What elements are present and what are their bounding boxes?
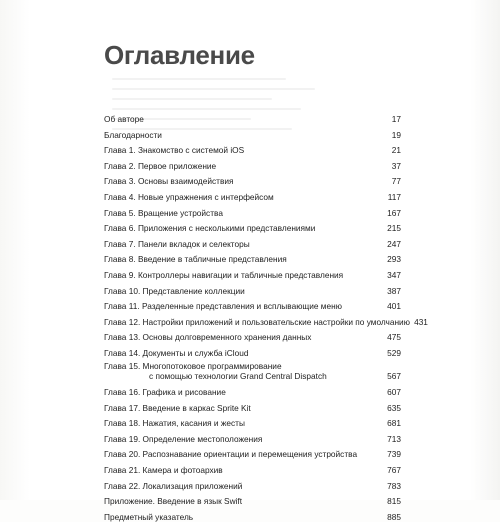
toc-entry-page-number: 567 bbox=[387, 371, 401, 382]
toc-entry-page-number: 215 bbox=[387, 223, 401, 234]
toc-entry-title bbox=[104, 301, 342, 312]
toc-entry bbox=[104, 281, 401, 297]
toc-entry bbox=[104, 429, 401, 445]
toc-entry bbox=[104, 413, 401, 429]
toc-entry bbox=[104, 218, 401, 234]
table-of-contents bbox=[104, 109, 428, 522]
toc-entry-page-number: 885 bbox=[387, 511, 401, 522]
toc-entry-title-line: Глава 21. Камера и фотоархив bbox=[104, 464, 223, 475]
toc-entry-title bbox=[104, 317, 410, 328]
toc-entry-title-line: Глава 15. Многопотоковое программирование bbox=[104, 360, 282, 371]
toc-entry-page-number: 739 bbox=[387, 449, 401, 460]
toc-entry-title bbox=[104, 418, 245, 429]
toc-entry-title bbox=[104, 348, 248, 359]
toc-entry-title-line: Глава 4. Новые упражнения с интерфейсом bbox=[104, 192, 274, 203]
toc-entry-title bbox=[104, 223, 315, 234]
toc-entry bbox=[104, 397, 401, 413]
toc-entry-title bbox=[104, 145, 244, 156]
toc-entry-title bbox=[104, 270, 343, 281]
toc-entry bbox=[104, 444, 401, 460]
toc-entry-page-number: 815 bbox=[387, 496, 401, 507]
toc-entry-page-number: 247 bbox=[387, 238, 401, 249]
toc-entry-title bbox=[104, 286, 245, 297]
toc-entry-title-continuation: с помощью технологии Grand Central Dispatch bbox=[149, 371, 327, 382]
toc-entry-title bbox=[104, 361, 327, 382]
toc-entry-page-number: 167 bbox=[387, 207, 401, 218]
toc-entry-page-number: 607 bbox=[387, 386, 401, 397]
toc-entry bbox=[104, 359, 401, 382]
toc-entry-title bbox=[104, 449, 357, 460]
toc-entry-title-line: Предметный указатель bbox=[104, 511, 194, 522]
toc-entry-title bbox=[104, 465, 223, 476]
toc-entry-title-line: Глава 17. Введение в каркас Sprite Kit bbox=[104, 402, 251, 413]
toc-entry-title-line: Глава 10. Представление коллекции bbox=[104, 285, 245, 296]
toc-entry-title bbox=[104, 481, 242, 492]
toc-entry-page-number: 713 bbox=[387, 433, 401, 444]
toc-entry bbox=[104, 296, 401, 312]
toc-entry-title-line: Приложение. Введение в язык Swift bbox=[104, 496, 243, 507]
toc-entry-title-line: Глава 6. Приложения с несколькими представлениями bbox=[104, 223, 316, 234]
toc-entry bbox=[104, 125, 401, 141]
toc-entry bbox=[104, 343, 401, 359]
toc-entry bbox=[104, 249, 401, 265]
toc-entry-page-number: 783 bbox=[387, 480, 401, 491]
toc-entry-title bbox=[104, 403, 251, 414]
toc-entry-title bbox=[104, 161, 216, 172]
toc-entry bbox=[104, 265, 401, 281]
toc-entry-page-number: 37 bbox=[391, 160, 401, 171]
toc-entry-title-line: Глава 11. Разделенные представления и всплывающие меню bbox=[104, 301, 342, 312]
toc-entry-title bbox=[104, 114, 144, 125]
toc-entry-title-line: Глава 19. Определение местоположения bbox=[104, 433, 263, 444]
toc-entry bbox=[104, 327, 401, 343]
toc-entry bbox=[104, 312, 428, 328]
toc-entry-title bbox=[104, 434, 262, 445]
toc-entry-title-line: Глава 13. Основы долговременного хранения данных bbox=[104, 332, 312, 343]
toc-entry-page-number: 681 bbox=[387, 418, 401, 429]
toc-entry-title bbox=[104, 192, 274, 203]
toc-entry-page-number: 117 bbox=[387, 192, 401, 203]
toc-entry-title bbox=[104, 332, 311, 343]
toc-entry-title-line: Глава 14. Документы и служба iCloud bbox=[104, 348, 249, 358]
toc-entry-page-number: 21 bbox=[391, 145, 401, 156]
toc-entry-page-number: 77 bbox=[391, 176, 401, 187]
toc-entry-title-line: Глава 7. Панели вкладок и селекторы bbox=[104, 238, 250, 249]
toc-entry bbox=[104, 109, 401, 125]
toc-entry-title bbox=[104, 496, 242, 507]
toc-entry-page-number: 475 bbox=[387, 332, 401, 343]
toc-entry bbox=[104, 140, 401, 156]
toc-entry-title-line: Глава 8. Введение в табличные представления bbox=[104, 254, 287, 265]
toc-entry-page-number: 431 bbox=[414, 316, 428, 327]
toc-entry bbox=[104, 507, 401, 522]
toc-entry bbox=[104, 203, 401, 219]
toc-entry-title bbox=[104, 387, 226, 398]
toc-entry-title-line: Глава 3. Основы взаимодействия bbox=[104, 176, 234, 187]
toc-entry bbox=[104, 187, 401, 203]
toc-entry bbox=[104, 491, 401, 507]
toc-entry-title-line: Глава 5. Вращение устройства bbox=[104, 207, 223, 218]
toc-entry-page-number: 293 bbox=[387, 254, 401, 265]
toc-entry bbox=[104, 460, 401, 476]
toc-entry-page-number: 19 bbox=[391, 129, 401, 140]
toc-entry-page-number: 401 bbox=[387, 301, 401, 312]
toc-entry-title bbox=[104, 239, 250, 250]
toc-entry-title bbox=[104, 254, 287, 265]
toc-entry-title bbox=[104, 208, 223, 219]
toc-entry-title-line: Глава 1. Знакомство с системой iOS bbox=[104, 145, 245, 156]
toc-entry-page-number: 387 bbox=[387, 285, 401, 296]
toc-entry bbox=[104, 171, 401, 187]
toc-entry-page-number: 767 bbox=[387, 464, 401, 475]
toc-entry bbox=[104, 156, 401, 172]
toc-entry-title-line: Глава 2. Первое приложение bbox=[104, 160, 217, 171]
toc-entry-title-line: Об авторе bbox=[104, 114, 144, 125]
toc-entry-title-line: Глава 16. Графика и рисование bbox=[104, 386, 226, 397]
toc-entry bbox=[104, 234, 401, 250]
toc-entry-page-number: 635 bbox=[387, 402, 401, 413]
toc-entry-title bbox=[104, 176, 234, 187]
toc-entry-title bbox=[104, 512, 193, 522]
toc-entry bbox=[104, 475, 401, 491]
toc-entry-page-number: 529 bbox=[387, 348, 401, 358]
toc-entry-page-number: 17 bbox=[391, 114, 401, 125]
toc-entry-title-line: Благодарности bbox=[104, 129, 162, 140]
toc-entry-title-line: Глава 22. Локализация приложений bbox=[104, 480, 243, 491]
toc-entry bbox=[104, 382, 401, 398]
toc-entry-page-number: 347 bbox=[387, 270, 401, 281]
toc-entry-title-line: Глава 20. Распознавание ориентации и перемещения устройства bbox=[104, 449, 358, 460]
toc-entry-title bbox=[104, 130, 162, 141]
page-title: Оглавление bbox=[104, 40, 255, 70]
toc-entry-title-line: Глава 12. Настройки приложений и пользовательские настройки по умолчанию bbox=[104, 316, 410, 327]
toc-entry-title-line: Глава 9. Контроллеры навигации и табличные представления bbox=[104, 270, 344, 281]
toc-entry-title-line: Глава 18. Нажатия, касания и жесты bbox=[104, 418, 245, 429]
